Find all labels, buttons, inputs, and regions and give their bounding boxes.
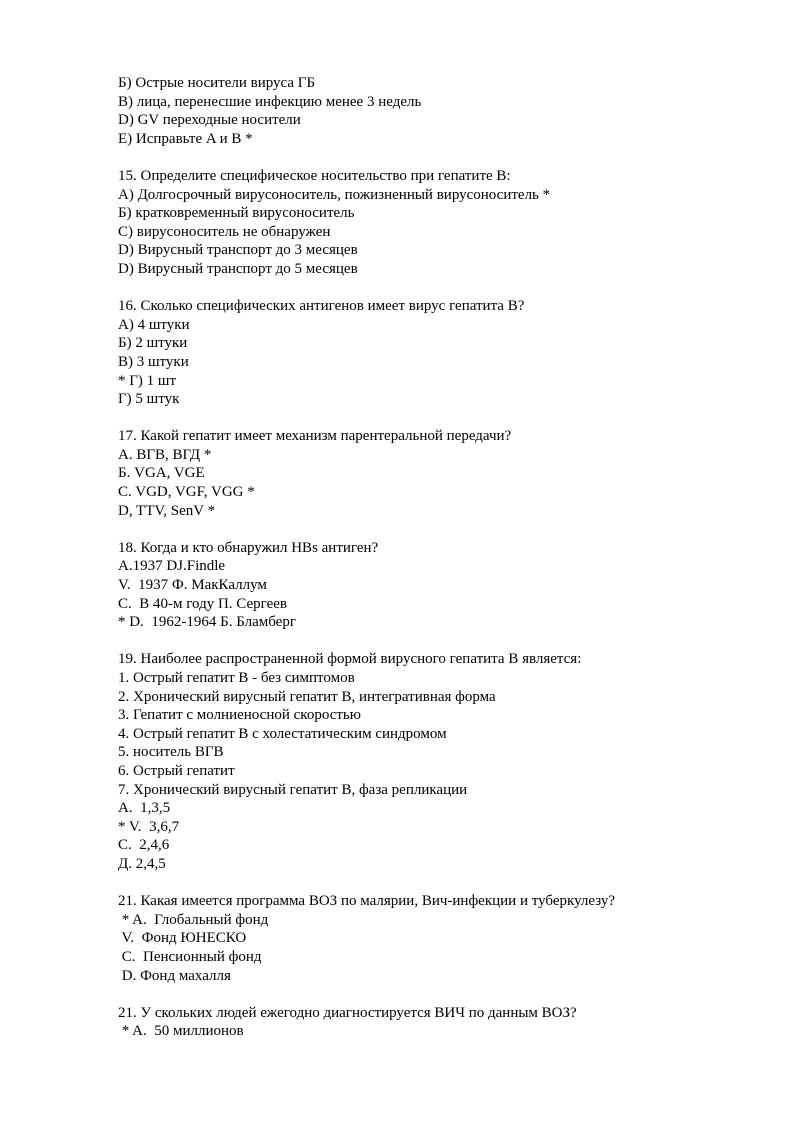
question-block-18 <box>118 539 768 632</box>
block-spacer <box>118 632 768 651</box>
answer-option: C. Пенсионный фонд <box>118 948 262 965</box>
block-spacer <box>118 148 768 167</box>
list-item: 1. Острый гепатит В - без симптомов <box>118 670 355 686</box>
answer-option: D) Вирусный транспорт до 5 месяцев <box>118 260 358 277</box>
answer-option: C. VGD, VGF, VGG * <box>118 484 255 501</box>
list-item: 3. Гепатит с молниеносной скоростью <box>118 707 361 724</box>
list-item: 2. Хронический вирусный гепатит В, интегративная форма <box>118 688 496 705</box>
answer-option: A. 1,3,5 <box>118 800 171 817</box>
question-block-19 <box>118 650 768 873</box>
question-text: 18. Когда и кто обнаружил HBs антиген? <box>118 539 379 556</box>
question-text: 15. Определите специфическое носительство при гепатите В: <box>118 167 511 184</box>
answer-option: * Г) 1 шт <box>118 372 177 389</box>
question-block-16 <box>118 297 768 409</box>
answer-option: C. В 40-м году П. Сергеев <box>118 595 288 612</box>
block-spacer <box>118 409 768 428</box>
block-spacer <box>118 874 768 893</box>
question-block-21b <box>118 1004 768 1041</box>
question-block-17 <box>118 427 768 520</box>
answer-option: В) 3 штуки <box>118 353 189 370</box>
question-block-15 <box>118 167 768 279</box>
list-item: 7. Хронический вирусный гепатит В, фаза репликации <box>118 781 468 798</box>
answer-option: D, TTV, SenV * <box>118 502 216 519</box>
answer-option: А) 4 штуки <box>118 316 190 333</box>
list-item: 6. Острый гепатит <box>118 762 235 779</box>
document-page <box>118 74 768 1041</box>
answer-option: А. ВГВ, ВГД * <box>118 446 212 463</box>
answer-option: А) Долгосрочный вирусоноситель, пожизненный вирусоноситель * <box>118 186 551 203</box>
question-text: 19. Наиболее распространенной формой вирусного гепатита В является: <box>118 651 582 668</box>
question-text: 21. У скольких людей ежегодно диагностируется ВИЧ по данным ВОЗ? <box>118 1004 577 1021</box>
answer-option: Г) 5 штук <box>118 391 180 408</box>
answer-option: C. 2,4,6 <box>118 837 170 854</box>
answer-option: * A. Глобальный фонд <box>118 911 269 928</box>
question-text: 21. Какая имеется программа ВОЗ по малярии, Вич-инфекции и туберкулезу? <box>118 893 615 910</box>
answer-option: * A. 50 миллионов <box>118 1023 244 1040</box>
question-block-continuation <box>118 74 768 148</box>
block-spacer <box>118 279 768 298</box>
answer-option: Б) кратковременный вирусоноситель <box>118 205 355 222</box>
answer-option: * D. 1962-1964 Б. Бламберг <box>118 614 296 631</box>
answer-option: Б) Острые носители вируса ГБ <box>118 75 316 91</box>
answer-option: С) вирусоноситель не обнаружен <box>118 223 331 240</box>
answer-option: D. Фонд махалля <box>118 967 231 984</box>
block-spacer <box>118 985 768 1004</box>
answer-option: E) Исправьте A и B * <box>118 130 253 147</box>
answer-option: D) Вирусный транспорт до 3 месяцев <box>118 242 358 259</box>
answer-option: * V. 3,6,7 <box>118 818 180 835</box>
list-item: 5. носитель ВГВ <box>118 744 224 761</box>
answer-option: Д. 2,4,5 <box>118 855 166 872</box>
list-item: 4. Острый гепатит В с холестатическим синдромом <box>118 725 447 742</box>
answer-option: Б. VGA, VGE <box>118 465 205 482</box>
answer-option: V. Фонд ЮНЕСКО <box>118 930 247 947</box>
block-spacer <box>118 520 768 539</box>
question-block-21a <box>118 892 768 985</box>
answer-option: A.1937 DJ.Findle <box>118 558 226 575</box>
answer-option: D) GV переходные носители <box>118 112 301 129</box>
answer-option: V. 1937 Ф. МакКаллум <box>118 577 267 594</box>
question-text: 16. Сколько специфических антигенов имеет вирус гепатита В? <box>118 298 525 315</box>
answer-option: В) лица, перенесшие инфекцию менее 3 недель <box>118 93 422 110</box>
answer-option: Б) 2 штуки <box>118 335 188 352</box>
question-text: 17. Какой гепатит имеет механизм парентеральной передачи? <box>118 428 512 445</box>
